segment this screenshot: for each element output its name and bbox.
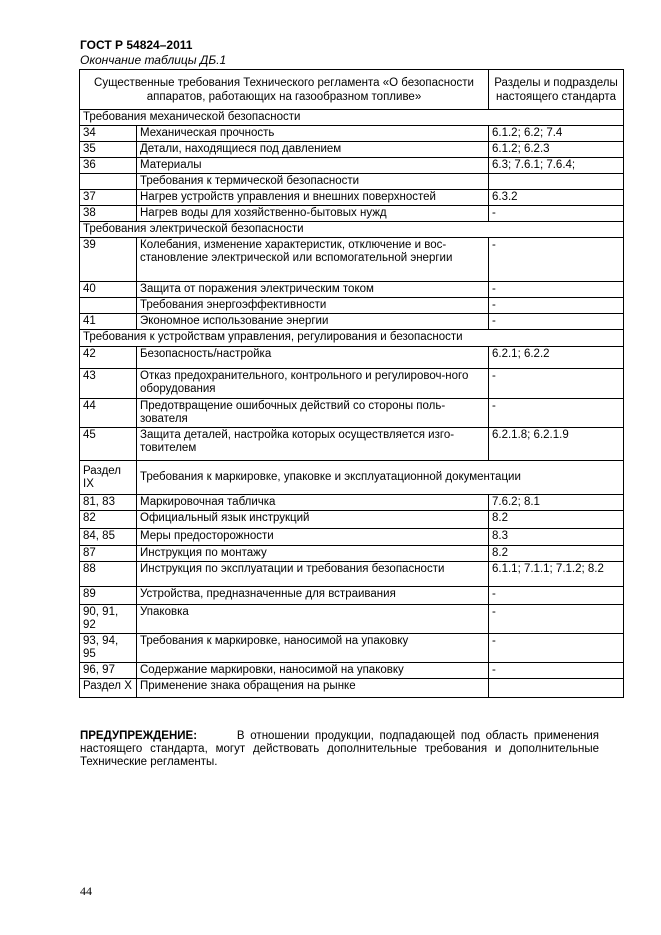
- standard-reference: 7.6.2; 8.1: [489, 495, 624, 511]
- standard-reference: -: [489, 663, 624, 679]
- table-row: [80, 511, 624, 529]
- requirements-table: [79, 69, 624, 698]
- table-row: [80, 347, 624, 369]
- table-row: [80, 546, 624, 562]
- clause-number: 45: [80, 428, 137, 461]
- requirement-text: Меры предосторожности: [137, 529, 489, 546]
- clause-number: 40: [80, 282, 137, 298]
- clause-number: 93, 94, 95: [80, 634, 137, 663]
- table-row: [80, 428, 624, 461]
- requirement-text: Применение знака обращения на рынке: [137, 679, 489, 698]
- clause-number: 81, 83: [80, 495, 137, 511]
- clause-number: 44: [80, 399, 137, 428]
- standard-reference: 8.2: [489, 546, 624, 562]
- standard-reference: -: [489, 399, 624, 428]
- clause-number: 88: [80, 562, 137, 587]
- clause-number: 42: [80, 347, 137, 369]
- clause-number: [80, 298, 137, 314]
- section-title: Требования электрической безопасности: [80, 222, 624, 238]
- table-row: [80, 663, 624, 679]
- table-row: [80, 679, 624, 698]
- table-row: [80, 142, 624, 158]
- document-title: ГОСТ Р 54824–2011: [80, 38, 193, 52]
- clause-number: 37: [80, 190, 137, 206]
- table-row: [80, 605, 624, 634]
- requirement-text: Официальный язык инструкций: [137, 511, 489, 529]
- table-row: [80, 587, 624, 605]
- standard-reference: 6.3; 7.6.1; 7.6.4;: [489, 158, 624, 174]
- standard-reference: 8.3: [489, 529, 624, 546]
- requirement-text: Упаковка: [137, 605, 489, 634]
- clause-number: 36: [80, 158, 137, 174]
- requirement-text: Устройства, предназначенные для встраивания: [137, 587, 489, 605]
- clause-number: [80, 174, 137, 190]
- table-row: [80, 399, 624, 428]
- requirement-text: Маркировочная табличка: [137, 495, 489, 511]
- table-row: [80, 529, 624, 546]
- requirement-text: Защита от поражения электрическим током: [137, 282, 489, 298]
- clause-number: 38: [80, 206, 137, 222]
- clause-number: Раздел IX: [80, 461, 137, 495]
- warning-label: ПРЕДУПРЕЖДЕНИЕ:: [80, 730, 198, 742]
- clause-number: 90, 91, 92: [80, 605, 137, 634]
- table-row: [80, 495, 624, 511]
- table-row: [80, 461, 624, 495]
- clause-number: Раздел X: [80, 679, 137, 698]
- requirement-text: Требования к термической безопасности: [137, 174, 489, 190]
- standard-reference: 6.1.2; 6.2.3: [489, 142, 624, 158]
- section-title: Требования к устройствам управления, регулирования и безопасности: [80, 330, 624, 347]
- standard-reference: -: [489, 206, 624, 222]
- standard-reference: [489, 679, 624, 698]
- requirement-text: Экономное использование энергии: [137, 314, 489, 330]
- standard-reference: 6.2.1.8; 6.2.1.9: [489, 428, 624, 461]
- requirement-text: Инструкция по эксплуатации и требования безопасности: [137, 562, 489, 587]
- requirement-text: Требования к маркировке, наносимой на упаковку: [137, 634, 489, 663]
- requirement-text: Содержание маркировки, наносимой на упаковку: [137, 663, 489, 679]
- requirement-text: Безопасность/настройка: [137, 347, 489, 369]
- table-row: [80, 238, 624, 282]
- table-row: [80, 634, 624, 663]
- header-sections: Разделы и подразделы настоящего стандарта: [489, 70, 624, 110]
- table-section-row: [80, 110, 624, 126]
- table-row: [80, 282, 624, 298]
- standard-reference: 6.1.2; 6.2; 7.4: [489, 126, 624, 142]
- section-title: Требования механической безопасности: [80, 110, 624, 126]
- table-row: [80, 126, 624, 142]
- clause-number: 82: [80, 511, 137, 529]
- standard-reference: 6.1.1; 7.1.1; 7.1.2; 8.2: [489, 562, 624, 587]
- requirement-text: Предотвращение ошибочных действий со стороны поль-зователя: [137, 399, 489, 428]
- requirement-text: Детали, находящиеся под давлением: [137, 142, 489, 158]
- standard-reference: -: [489, 369, 624, 399]
- table-row: [80, 298, 624, 314]
- standard-reference: -: [489, 314, 624, 330]
- table-row: [80, 158, 624, 174]
- clause-number: 43: [80, 369, 137, 399]
- page-number: 44: [80, 884, 92, 898]
- clause-number: 41: [80, 314, 137, 330]
- standard-reference: -: [489, 298, 624, 314]
- table-row: [80, 562, 624, 587]
- requirement-text: Материалы: [137, 158, 489, 174]
- requirement-text: Механическая прочность: [137, 126, 489, 142]
- standard-reference: -: [489, 238, 624, 282]
- standard-reference: [489, 174, 624, 190]
- table-row: [80, 314, 624, 330]
- standard-reference: 6.2.1; 6.2.2: [489, 347, 624, 369]
- requirement-text: Отказ предохранительного, контрольного и регулировоч-ного оборудования: [137, 369, 489, 399]
- warning-text: В отношении продукции, подпадающей под область применения настоящего стандарта, могут действовать дополнительные требования и дополнительные Технические регламенты.: [80, 730, 599, 768]
- table-body: [80, 110, 624, 698]
- requirement-text: Требования к маркировке, упаковке и эксплуатационной документации: [137, 461, 624, 495]
- table-row: [80, 206, 624, 222]
- warning-note: [80, 730, 599, 769]
- table-section-row: [80, 330, 624, 347]
- header-requirements: Существенные требования Технического регламента «О безопасности аппаратов, работающих на газообразном топливе»: [80, 70, 489, 110]
- table-row: [80, 174, 624, 190]
- clause-number: 84, 85: [80, 529, 137, 546]
- clause-number: 87: [80, 546, 137, 562]
- clause-number: 89: [80, 587, 137, 605]
- table-continuation-caption: Окончание таблицы ДБ.1: [80, 53, 227, 67]
- standard-reference: -: [489, 605, 624, 634]
- standard-reference: 8.2: [489, 511, 624, 529]
- standard-reference: 6.3.2: [489, 190, 624, 206]
- table-header-row: [80, 70, 624, 110]
- requirement-text: Нагрев воды для хозяйственно-бытовых нужд: [137, 206, 489, 222]
- clause-number: 34: [80, 126, 137, 142]
- standard-reference: -: [489, 587, 624, 605]
- clause-number: 39: [80, 238, 137, 282]
- table-section-row: [80, 222, 624, 238]
- standard-reference: -: [489, 634, 624, 663]
- clause-number: 96, 97: [80, 663, 137, 679]
- clause-number: 35: [80, 142, 137, 158]
- standard-reference: -: [489, 282, 624, 298]
- table-row: [80, 369, 624, 399]
- requirement-text: Требования энергоэффективности: [137, 298, 489, 314]
- requirement-text: Инструкция по монтажу: [137, 546, 489, 562]
- requirement-text: Защита деталей, настройка которых осуществляется изго-товителем: [137, 428, 489, 461]
- requirement-text: Колебания, изменение характеристик, отключение и вос-становление электрической или вспомогательной энергии: [137, 238, 489, 282]
- requirement-text: Нагрев устройств управления и внешних поверхностей: [137, 190, 489, 206]
- table-row: [80, 190, 624, 206]
